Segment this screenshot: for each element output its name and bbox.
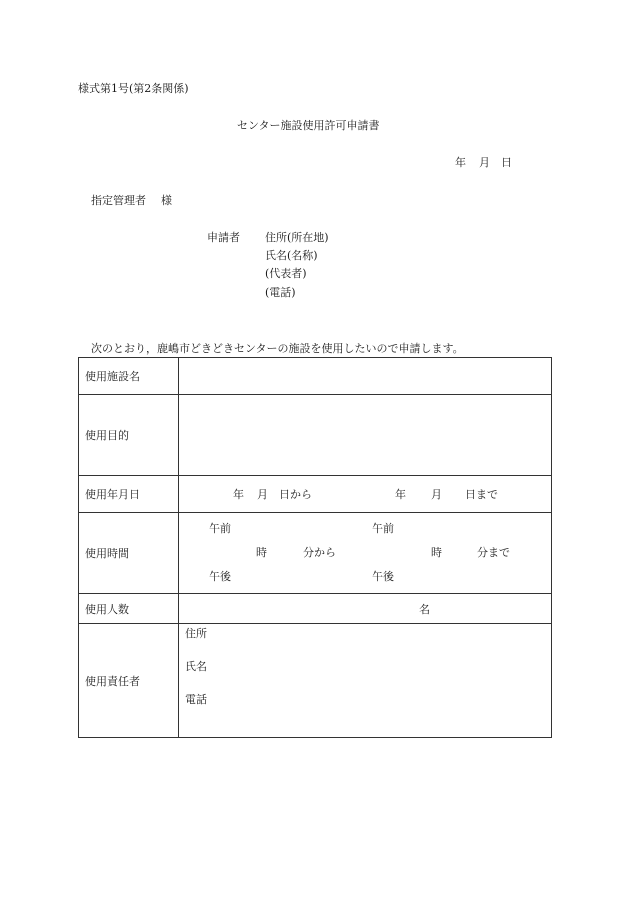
people-unit: 名 [419,603,430,616]
end-month: 月 [431,488,442,501]
responsible-label: 使用責任者 [79,624,179,738]
table-row-time [79,513,552,594]
page-title: センター施設使用許可申請書 [237,119,380,132]
hour-start: 時 [256,546,267,559]
time-value-cell[interactable] [179,513,552,594]
application-table [78,357,552,738]
addressee-honorific: 様 [161,194,172,207]
date-year: 年 [455,156,466,169]
purpose-value-cell[interactable] [179,395,552,476]
facility-value-cell[interactable] [179,358,552,395]
end-day-until: 日まで [465,488,498,501]
applicant-label: 申請者 [207,231,240,244]
form-number: 様式第1号(第2条関係) [78,82,189,95]
applicant-name: 氏名(名称) [265,249,318,262]
minute-from: 分から [303,546,336,559]
dates-label: 使用年月日 [79,476,179,513]
applicant-address: 住所(所在地) [265,231,329,244]
am-start: 午前 [209,522,231,535]
pm-end: 午後 [372,570,394,583]
intro-text: 次のとおり，鹿嶋市どきどきセンターの施設を使用したいので申請します。 [91,342,464,355]
start-month: 月 [257,488,268,501]
people-label: 使用人数 [79,594,179,624]
start-year: 年 [233,488,244,501]
end-year: 年 [395,488,406,501]
table-row-dates [79,476,552,513]
addressee-name: 指定管理者 [91,194,146,207]
responsible-value-cell[interactable] [179,624,552,738]
applicant-representative: (代表者) [265,267,307,280]
people-value-cell[interactable] [179,594,552,624]
date-day: 日 [501,156,512,169]
dates-value-cell[interactable] [179,476,552,513]
table-row-facility [79,358,552,395]
start-day-from: 日から [279,488,312,501]
facility-label: 使用施設名 [79,358,179,395]
responsible-phone: 電話 [185,693,207,706]
table-row-responsible [79,624,552,738]
responsible-address: 住所 [185,627,207,640]
responsible-name: 氏名 [185,660,207,673]
pm-start: 午後 [209,570,231,583]
hour-end: 時 [431,546,442,559]
table-row-people [79,594,552,624]
table-row-purpose [79,395,552,476]
time-label: 使用時間 [79,513,179,594]
applicant-phone: (電話) [265,286,296,299]
purpose-label: 使用目的 [79,395,179,476]
am-end: 午前 [372,522,394,535]
minute-until: 分まで [477,546,510,559]
date-month: 月 [479,156,490,169]
